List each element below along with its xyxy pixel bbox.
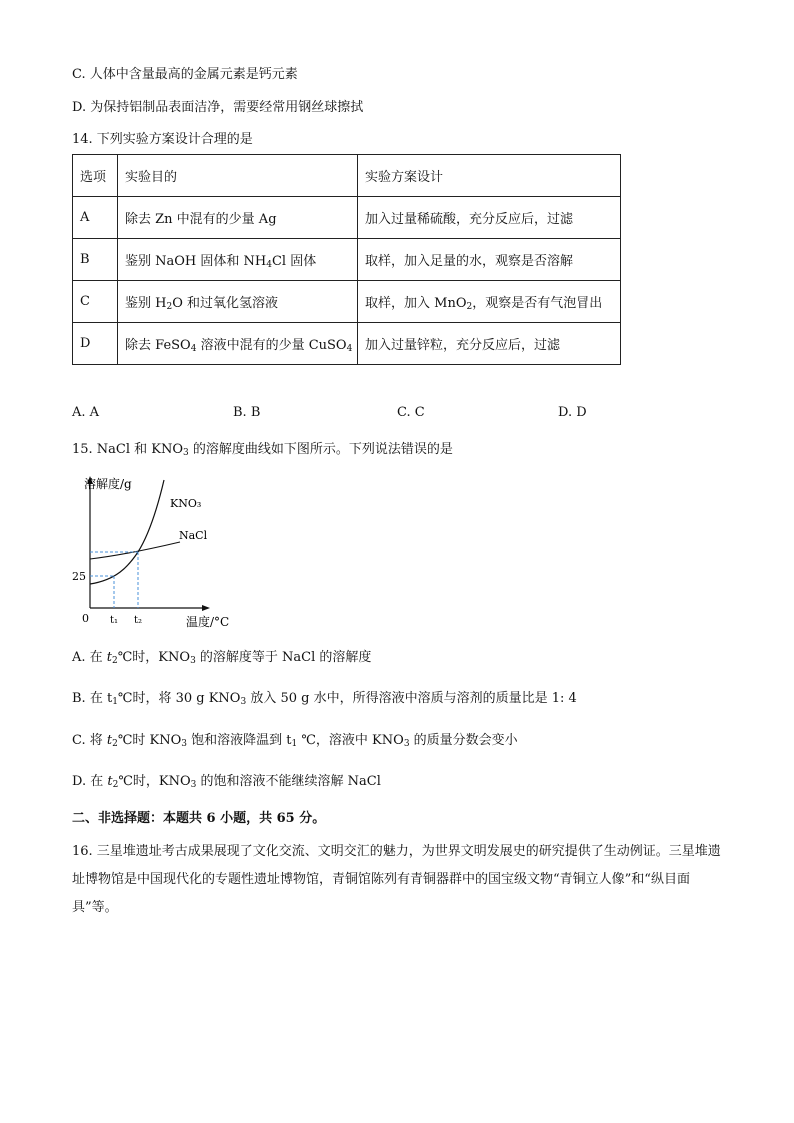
- header-plan: 实验方案设计: [358, 155, 621, 197]
- section-heading: 二、非选择题：本题共 6 小题，共 65 分。: [72, 811, 326, 826]
- q16-paragraph: 16. 三星堆遗址考古成果展现了文化交流、文明交汇的魅力，为世界文明发展史的研究提供了生动例证。三星堆遗址博物馆是中国现代化的专题性遗址博物馆，青铜馆陈列有青铜器群中的国宝级文物“青铜立人像”和“纵目面具”等。: [72, 844, 721, 915]
- q14-table: [72, 154, 621, 365]
- row-plan: 取样，加入足量的水，观察是否溶解: [358, 239, 621, 281]
- row-purpose: 除去 FeSO$_4$ 溶液中混有的少量 CuSO$_4$: [118, 323, 358, 365]
- q15-option-c: C. 将 $t_2℃$时 $KNO_3$ 饱和溶液降温到 $t_1$ ℃，溶液中 $KNO_3$ 的质量分数会变小: [72, 733, 518, 749]
- row-purpose: 鉴别 $H_2O$ 和过氧化氢溶液: [118, 281, 358, 323]
- row-option: D: [73, 323, 118, 365]
- kno3-curve: [90, 480, 164, 584]
- row-plan: 取样，加入 MnO$_2$，观察是否有气泡冒出: [358, 281, 621, 323]
- x-axis-label: 温度/°C: [186, 615, 230, 629]
- origin-label: 0: [82, 612, 89, 625]
- nacl-label: NaCl: [179, 529, 208, 542]
- solubility-chart: [72, 472, 246, 632]
- q13-option-d: D. 为保持铝制品表面洁净，需要经常用钢丝球擦拭: [72, 100, 364, 115]
- x-tick-t1: t₁: [110, 615, 119, 626]
- x-tick-t2: t₂: [134, 615, 143, 626]
- row-option: C: [73, 281, 118, 323]
- q14-answer-c: C. C: [397, 405, 425, 420]
- header-purpose: 实验目的: [118, 155, 358, 197]
- kno3-label: KNO₃: [170, 497, 202, 510]
- table-row: [73, 281, 621, 323]
- q15-option-a: A. 在 $t_2℃$时，$KNO_3$ 的溶解度等于 NaCl 的溶解度: [72, 650, 372, 666]
- y-axis-label: 溶解度/g: [84, 477, 132, 491]
- row-plan: 加入过量稀硫酸，充分反应后，过滤: [358, 197, 621, 239]
- table-header-row: [73, 155, 621, 197]
- q14-answer-a: A. A: [72, 405, 100, 420]
- row-purpose: 鉴别 NaOH 固体和 $NH_4Cl$ 固体: [118, 239, 358, 281]
- q14-answer-d: D. D: [558, 405, 587, 420]
- table-row: [73, 239, 621, 281]
- row-option: B: [73, 239, 118, 281]
- q13-option-c: C. 人体中含量最高的金属元素是钙元素: [72, 67, 298, 82]
- q15-stem: 15. NaCl 和 $KNO_3$ 的溶解度曲线如下图所示。下列说法错误的是: [72, 442, 453, 458]
- q15-option-d: D. 在 $t_2℃$时，$KNO_3$ 的饱和溶液不能继续溶解 NaCl: [72, 774, 381, 790]
- y-tick-25: 25: [72, 570, 86, 583]
- q14-answer-b: B. B: [233, 405, 261, 420]
- table-row: [73, 197, 621, 239]
- row-purpose: 除去 Zn 中混有的少量 Ag: [118, 197, 358, 239]
- row-plan: 加入过量锌粒，充分反应后，过滤: [358, 323, 621, 365]
- row-option: A: [73, 197, 118, 239]
- header-option: 选项: [73, 155, 118, 197]
- q14-stem: 14. 下列实验方案设计合理的是: [72, 132, 253, 147]
- q15-option-b: B. 在 $t_1℃$时，将 30 g $KNO_3$ 放入 50 g 水中，所得溶液中溶质与溶剂的质量比是 1: 4: [72, 691, 577, 707]
- table-row: [73, 323, 621, 365]
- x-axis-arrow: [202, 605, 210, 611]
